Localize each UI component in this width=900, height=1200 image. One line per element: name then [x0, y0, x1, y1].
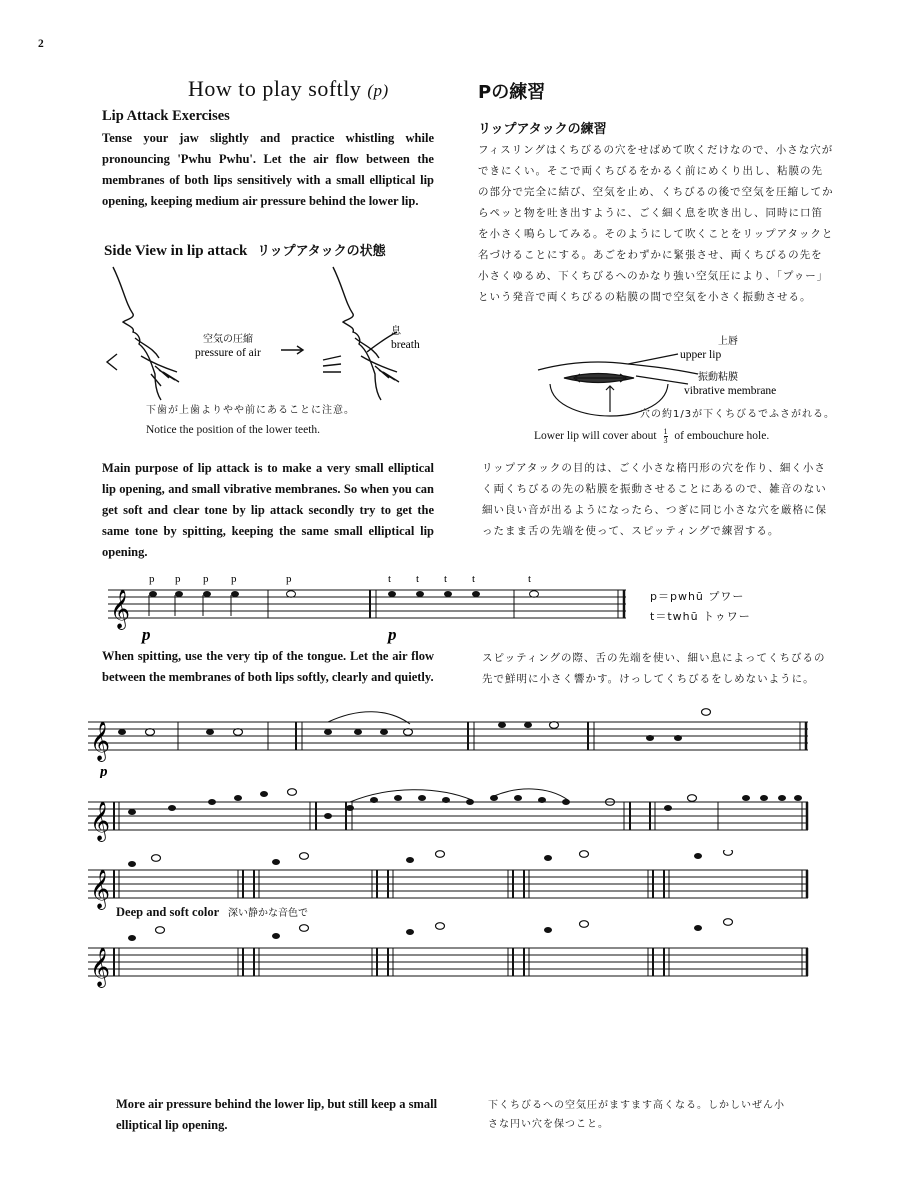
intro-paragraph-jp: フィスリングはくちびるの穴をせばめて吹くだけなので、小さな穴ができにくい。そこで両くちびるをかるく前にめくり出し、粘膜の先の部分で完全に結び、空気を止め、くちびるの後で空気を圧縮してからペッと物を吐き出すように、ごく細く息を吹き出し、同時に口笛を小さく鳴らしてみる。そのようにして吹くことをリップアタックと名づけることにする。あごをわずかに緊張させ、両くちびるの先を小さくゆるめ、下くちびるへのかなり強い空気圧により、「プゥー」という発音で両くちびるの粘膜の間で空気を小さく振動させる。	[478, 144, 834, 303]
left-arrow-mark	[107, 354, 117, 370]
dynamic-p-2: p	[388, 625, 397, 644]
purpose-paragraph-jp: リップアタックの目的は、ごく小さな楕円形の穴を作り、細く小さく両くちびるの先の粘膜を振動させることにあるので、雑音のない細い良い音が出るようになったら、つぎに同じ小さな穴を厳格に保ったまま舌の先端を使って、スピッティングで練習する。	[482, 462, 827, 537]
legend-t: t＝twhū トゥワー	[650, 610, 751, 623]
staff-lines	[108, 590, 626, 618]
notes	[128, 853, 702, 867]
pressure-label-en: pressure of air	[195, 347, 261, 359]
page-title	[188, 76, 389, 102]
membrane-label-en: vibrative membrane	[684, 385, 777, 397]
note-t-1	[388, 591, 396, 597]
notes-group-1	[149, 591, 239, 597]
staff-exercise-4	[88, 850, 810, 910]
side-view-heading-jp: リップアタックの状態	[257, 244, 386, 259]
syllable-t-2: t	[416, 573, 420, 585]
cover-note-en-start: Lower lip will cover about	[534, 430, 657, 443]
section-heading-jp: リップアタックの練習	[478, 122, 607, 137]
right-face-profile	[333, 267, 381, 400]
section-heading: Lip Attack Exercises	[102, 108, 230, 124]
staff-exercise-1	[108, 568, 628, 646]
page-title-jp: Pの練習	[478, 82, 546, 103]
note-t-3	[444, 591, 452, 597]
syllable-t-4: t	[472, 573, 476, 585]
lip-attack-side-view-illustration	[95, 262, 475, 402]
left-face-profile	[113, 267, 161, 400]
syllable-p-5: p	[286, 573, 292, 585]
half-notes	[152, 850, 733, 861]
note-t-2	[416, 591, 424, 597]
fraction	[664, 428, 668, 445]
syllable-p-2: p	[175, 573, 181, 585]
breath-label-en: breath	[391, 339, 420, 351]
treble-clef: 𝄞	[90, 871, 111, 908]
treble-clef: 𝄞	[90, 949, 111, 986]
deep-soft-en: Deep and soft color	[116, 905, 219, 919]
cover-note-en	[534, 428, 769, 445]
note-t-4	[472, 591, 480, 597]
half-note-1	[287, 591, 296, 598]
leader-membrane	[636, 376, 688, 384]
notes	[118, 722, 682, 741]
purpose-paragraph: Main purpose of lip attack is to make a very small elliptical lip opening, and small vibrative membranes. So when you can get soft and clear tone by lip attack secondly try to get the same tone by spitting, keeping the same small elliptical lip opening.	[102, 461, 434, 559]
treble-clef: 𝄞	[110, 591, 131, 628]
syllable-p-1: p	[149, 573, 155, 585]
staff-exercise-5	[88, 918, 810, 998]
dynamic-p-1: p	[142, 625, 151, 644]
membrane-label-jp: 振動粘膜	[698, 372, 738, 383]
spitting-paragraph: When spitting, use the very tip of the tongue. Let the air flow between the membranes of both lips softly, clearly and quietly.	[102, 649, 434, 684]
fraction-denominator: 3	[663, 436, 668, 445]
syllable-t-1: t	[388, 573, 392, 585]
pressure-arrow	[281, 346, 303, 354]
deep-soft-jp: 深い静かな音色で	[228, 908, 309, 919]
treble-clef: 𝄞	[90, 723, 111, 760]
syllable-p-3: p	[203, 573, 209, 585]
breath-lines	[323, 356, 341, 372]
upper-lip-label-en: upper lip	[680, 349, 722, 361]
vertical-arrow	[606, 386, 614, 412]
side-view-heading-en: Side View in lip attack	[104, 243, 248, 259]
half-notes	[156, 919, 733, 934]
leader-upper-lip	[628, 354, 678, 364]
pressure-label-jp: 空気の圧縮	[203, 334, 253, 345]
title-dynamic-mark: (p)	[367, 81, 389, 100]
upper-lip-outline	[538, 362, 698, 374]
staff-exercise-2	[88, 708, 810, 778]
breath-label-jp: 息	[391, 326, 401, 337]
notes	[128, 925, 702, 941]
page-number: 2	[38, 38, 44, 50]
cover-note-jp: 穴の約1/3が下くちびるでふさがれる。	[640, 409, 835, 420]
syllable-p-4: p	[231, 573, 237, 585]
legend-p: p＝pwhū プワー	[650, 590, 745, 603]
cover-note-en-end: of embouchure hole.	[674, 430, 770, 443]
half-note-2	[530, 591, 539, 598]
closing-paragraph: More air pressure behind the lower lip, but still keep a small elliptical lip opening.	[116, 1097, 438, 1132]
staff-exercise-3	[88, 786, 810, 846]
fraction-numerator: 1	[663, 427, 668, 436]
title-text: How to play softly	[188, 76, 362, 101]
teeth-note-jp: 下歯が上歯よりやや前にあることに注意。	[146, 405, 355, 416]
upper-lip-label-jp: 上唇	[718, 336, 738, 347]
syllable-t-3: t	[444, 573, 448, 585]
slurs	[350, 789, 568, 802]
syllable-t-5: t	[528, 573, 532, 585]
dynamic-p-3: p	[100, 764, 108, 778]
spitting-paragraph-jp: スピッティングの際、舌の先端を使い、細い息によってくちびるの先で鮮明に小さく響かす。けっしてくちびるをしめないように。	[482, 652, 826, 685]
intro-paragraph: Tense your jaw slightly and practice whistling while pronouncing 'Pwhu Pwhu'. Let the air flow between the membranes of both lips sensitively with a small elliptical lip opening, keeping medium air pressure behind the lower lip.	[102, 131, 434, 208]
closing-paragraph-jp: 下くちびるへの空気圧がますます高くなる。しかしいぜん小さな円い穴を保つこと。	[488, 1100, 785, 1130]
teeth-note-en: Notice the position of the lower teeth.	[146, 424, 321, 436]
side-view-heading	[104, 240, 386, 260]
treble-clef: 𝄞	[90, 803, 111, 840]
notes	[128, 791, 802, 819]
